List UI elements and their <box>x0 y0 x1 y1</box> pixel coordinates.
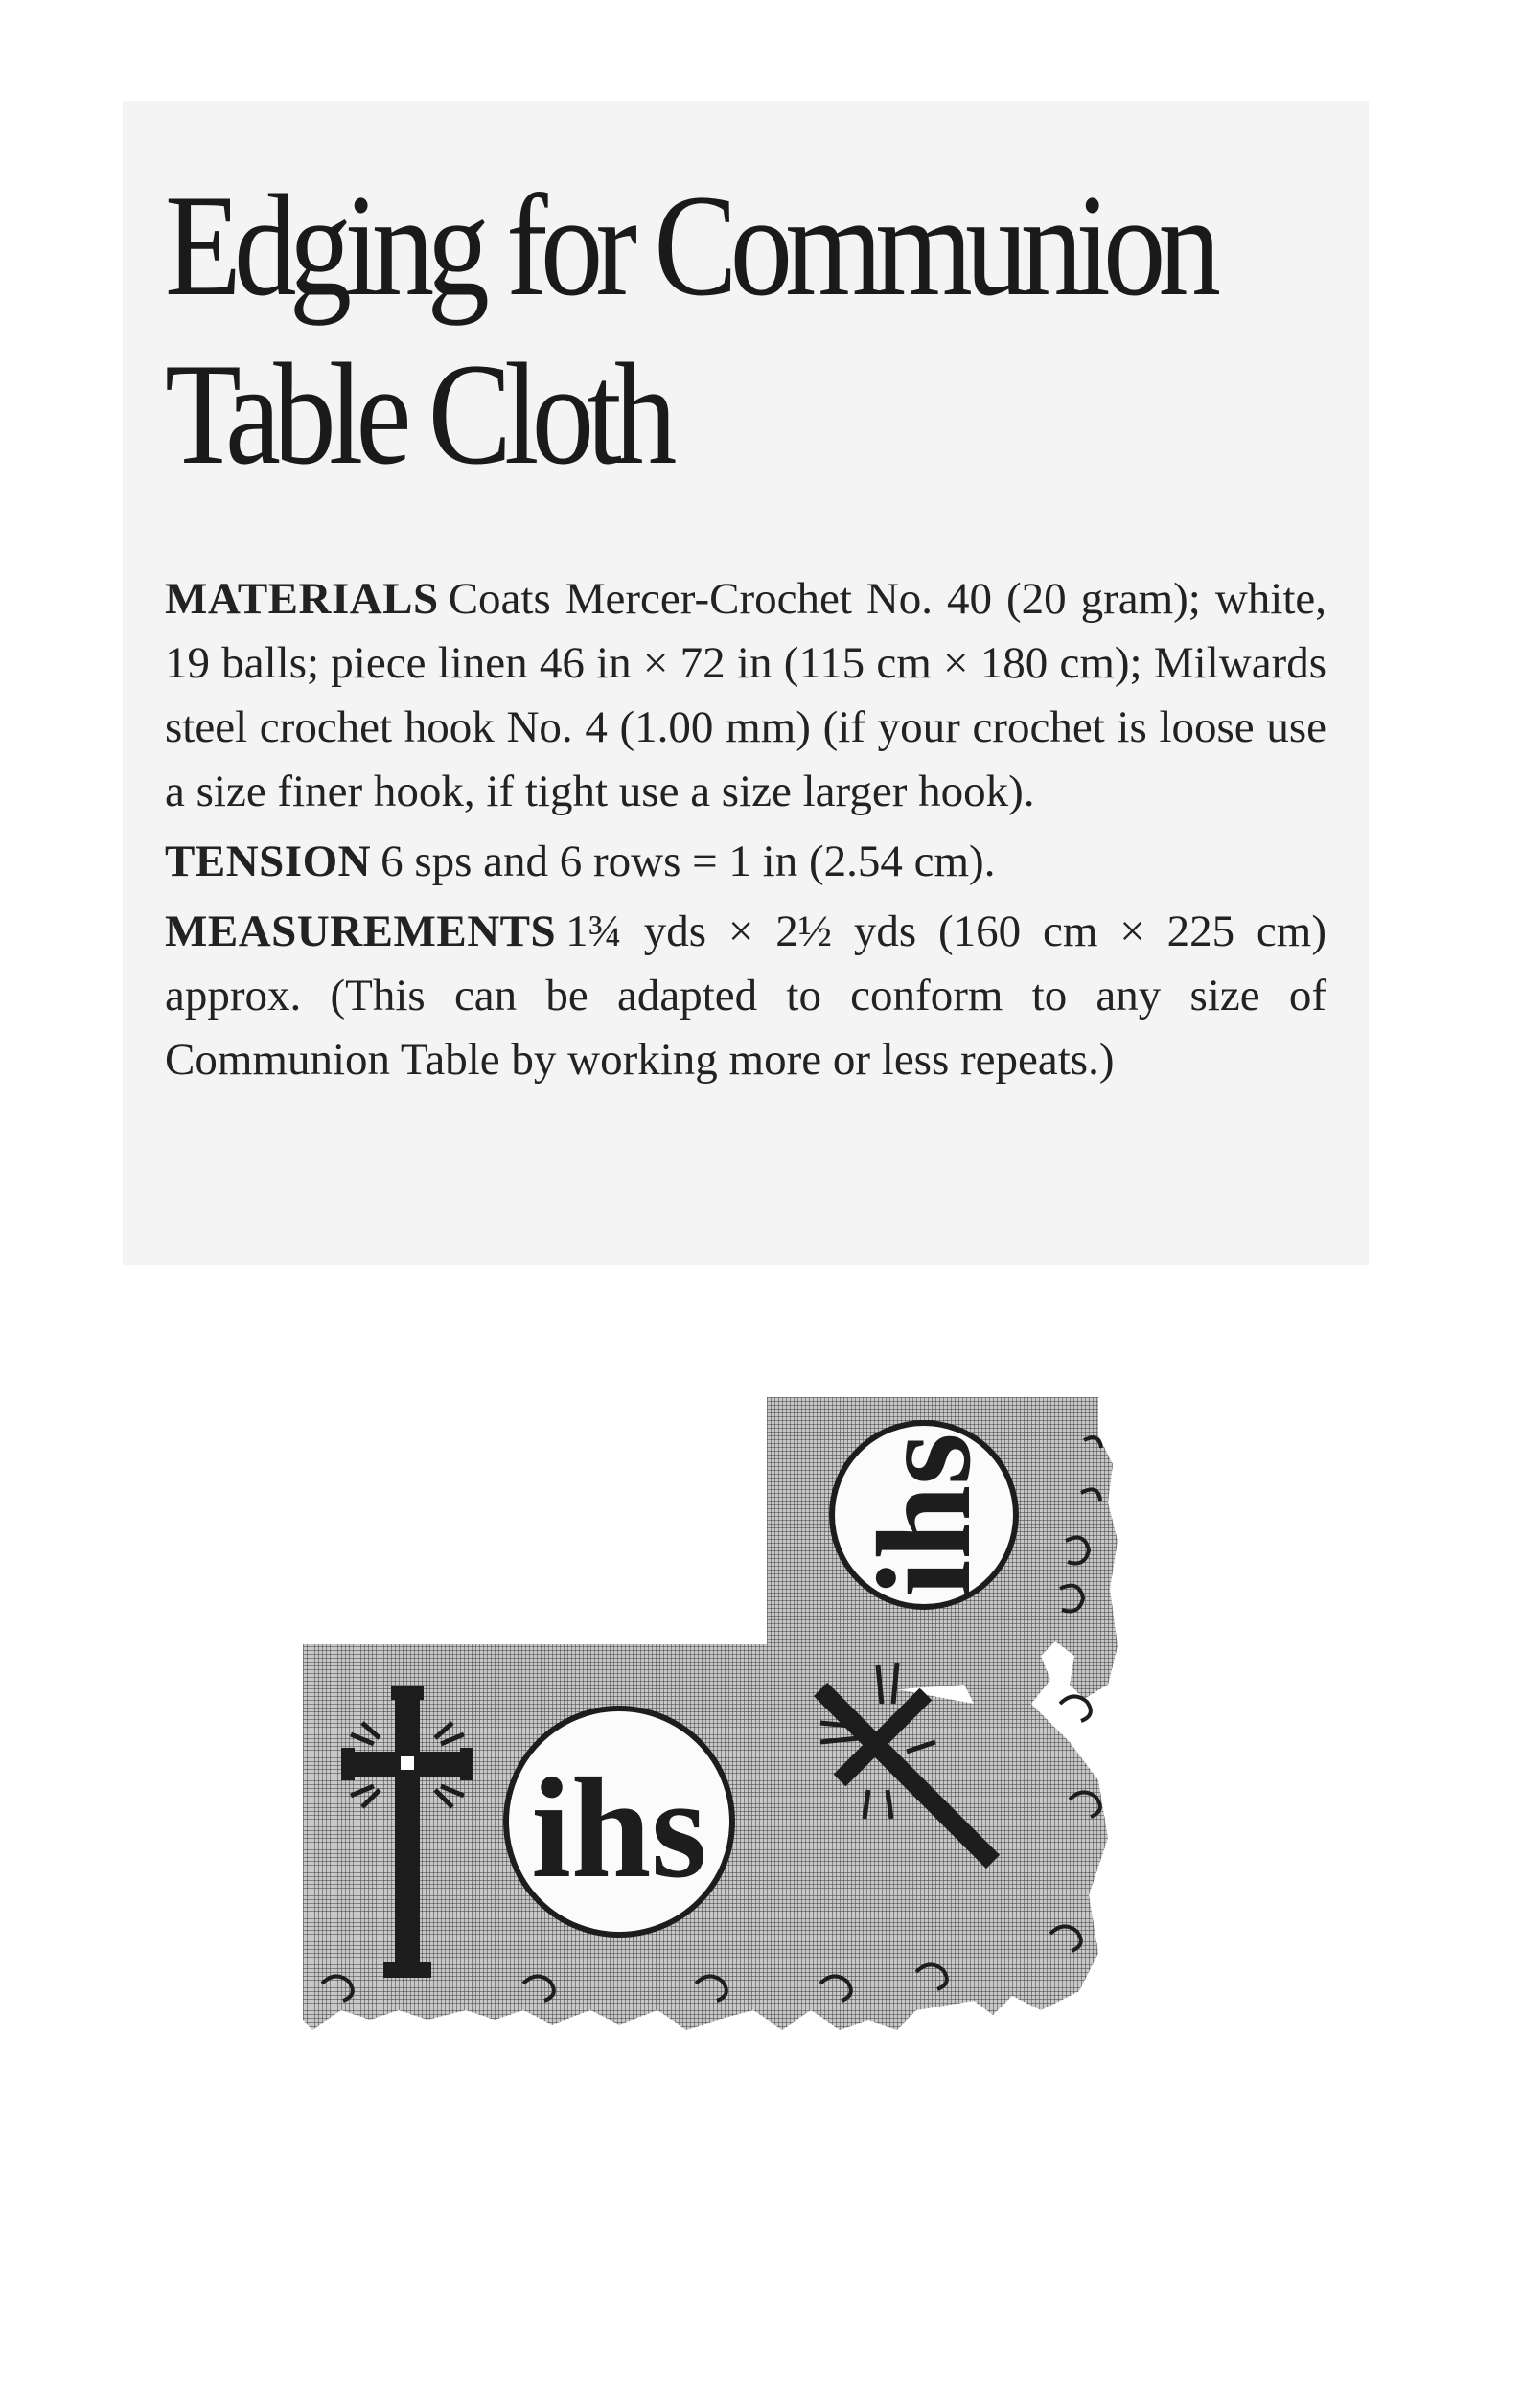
materials-label: MATERIALS <box>165 574 439 624</box>
title-line-1: Edging for Communion <box>165 165 1214 326</box>
filet-chart-corner <box>303 1397 1127 2403</box>
tension-label: TENSION <box>165 837 372 886</box>
filet-chart-svg <box>303 1397 1127 2403</box>
measurements-label: MEASUREMENTS <box>165 906 557 956</box>
title-line-2: Table Cloth <box>165 333 670 494</box>
tension-text: 6 sps and 6 rows = 1 in (2.54 cm). <box>380 837 996 886</box>
monogram-upper: ihs <box>850 1433 999 1597</box>
measurements-text: 1¾ yds × 2½ yds (160 cm × 225 cm) approx. (This can be adapted to conform to any size of Communion Table by working more or less repeats.) <box>165 906 1326 1085</box>
materials-paragraph <box>165 567 1326 824</box>
materials-text: Coats Mercer-Crochet No. 40 (20 gram); white, 19 balls; piece linen 46 in × 72 in (115 cm × 180 cm); Milwards steel crochet hook No. 4 (1.00 mm) (if your crochet is loose use a size finer hook, if tight use a size larger hook). <box>165 574 1326 816</box>
monogram-lower: ihs <box>531 1749 707 1908</box>
pattern-instructions <box>165 567 1326 1098</box>
pattern-title <box>165 161 1214 498</box>
vertical-border-strip <box>767 1397 1118 1704</box>
measurements-paragraph <box>165 900 1326 1092</box>
tension-paragraph <box>165 830 1326 894</box>
